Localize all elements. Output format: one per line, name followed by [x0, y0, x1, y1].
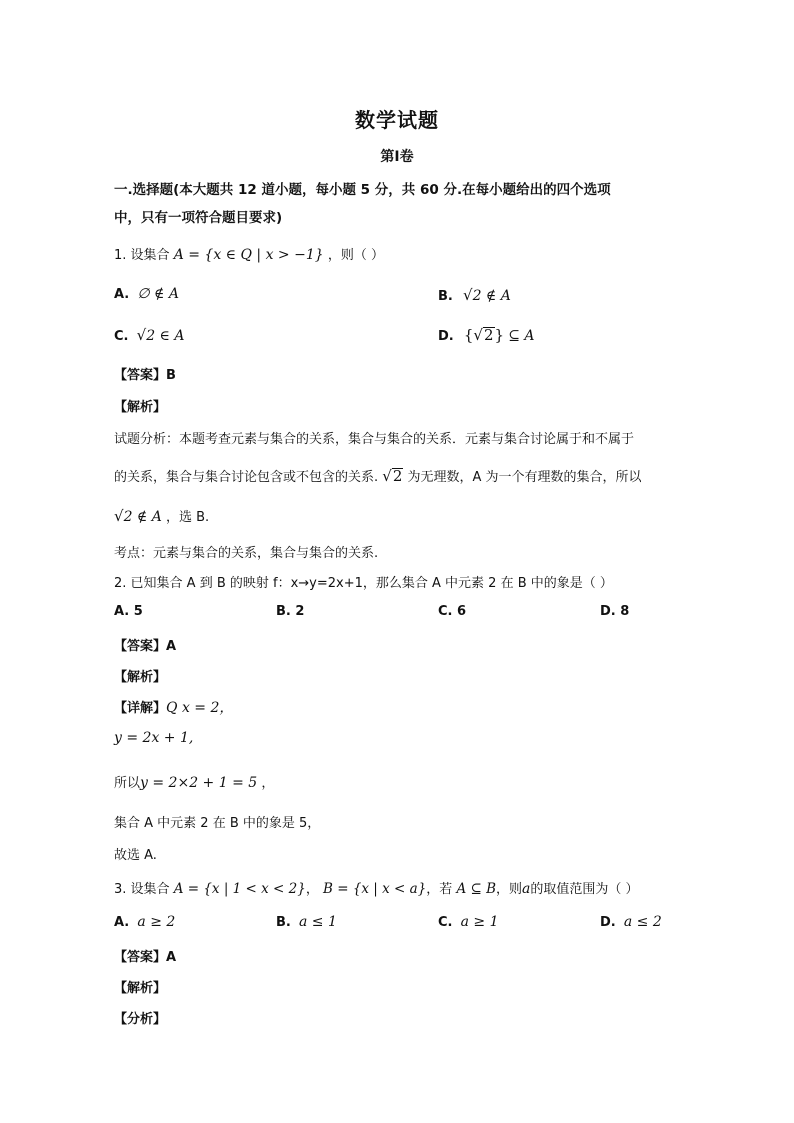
section-heading-line2: 中，只有一项符合题目要求) [114, 210, 283, 226]
q2-option-c: C. 6 [438, 604, 467, 619]
q1-option-d-math: ⊆ A [508, 328, 535, 344]
q2-option-a: A. 5 [114, 604, 143, 619]
section-heading-line1: 一.选择题(本大题共 12 道小题，每小题 5 分，共 60 分.在每小题给出的四个选项 [114, 182, 611, 198]
q1-analysis-line2 [114, 466, 642, 485]
q2-detail3-suffix: ， [261, 776, 275, 791]
q3-option-a [114, 914, 175, 930]
q1-answer-tag: 【答案】 [114, 368, 167, 383]
q1-analysis-line1: 试题分析：本题考查元素与集合的关系，集合与集合的关系．元素与集合讨论属于和不属于 [114, 432, 635, 447]
q3-analysis-tag: 【解析】 [114, 981, 167, 996]
q3-fenxi-tag: 【分析】 [114, 1012, 167, 1027]
q1-option-b [438, 286, 511, 304]
q3-var: a [522, 881, 531, 897]
q3-option-d [600, 914, 662, 930]
q3-option-d-label: D. [600, 915, 616, 930]
question-2-stem: 2. 已知集合 A 到 B 的映射 f：x→y=2x+1，那么集合 A 中元素 2 在 B 中的象是（ ） [114, 576, 613, 591]
q3-setA: A = {x | 1 < x < 2} [173, 881, 306, 897]
q3-mid: ， [305, 882, 319, 897]
q1-option-c-label: C. [114, 329, 129, 344]
q3-option-a-math: a ≥ 2 [137, 914, 176, 930]
page-title: 数学试题 [355, 108, 439, 132]
q3-option-b-label: B. [276, 915, 291, 930]
q3-answer [114, 946, 176, 965]
q1-analysis-line3 [114, 506, 209, 525]
q1-kaodian: 考点：元素与集合的关系，集合与集合的关系. [114, 546, 379, 561]
q3-option-d-math: a ≤ 2 [623, 914, 662, 930]
q1-option-c-math: 2 ∈ A [146, 328, 185, 344]
q2-detail3-prefix: 所以 [114, 776, 141, 791]
question-3-stem [114, 878, 639, 897]
q1-analysis-line3-math: 2 ∉ A [123, 509, 162, 525]
q2-detail3-math: y = 2×2 + 1 = 5 [140, 775, 258, 791]
q1-option-c-radical-sign: √ [136, 326, 147, 344]
q2-detail-line1 [114, 697, 233, 717]
q1-analysis-sqrt2: √2 [382, 467, 403, 485]
q3-option-c [438, 914, 499, 930]
q1-analysis-radical-sign: √ [114, 507, 124, 525]
q3-option-c-label: C. [438, 915, 453, 930]
q3-option-a-label: A. [114, 915, 130, 930]
q2-detail-line2: y = 2x + 1, [114, 730, 194, 746]
q1-option-d-set-sqrt2: {√2} [463, 326, 505, 344]
q1-analysis-line2a: 的关系，集合与集合讨论包含或不包含的关系. [114, 470, 379, 485]
q3-then: ，则 [496, 882, 523, 897]
q1-analysis-line2b: 为无理数，A 为一个有理数的集合，所以 [407, 470, 642, 485]
q2-answer-value: A [166, 639, 177, 654]
q3-subset: A ⊆ B [456, 881, 497, 897]
q3-option-c-math: a ≥ 1 [460, 914, 499, 930]
q3-answer-value: A [166, 950, 177, 965]
q1-option-a [114, 286, 179, 302]
q3-suffix: 的取值范围为（ ） [530, 882, 639, 897]
q2-detail-line5: 故选 A. [114, 848, 157, 863]
q1-analysis-tag: 【解析】 [114, 400, 167, 415]
q1-option-c [114, 326, 184, 344]
q1-answer-value: B [166, 368, 176, 383]
q2-answer-tag: 【答案】 [114, 639, 167, 654]
q1-option-b-math: 2 ∉ A [472, 288, 511, 304]
q2-option-b: B. 2 [276, 604, 305, 619]
q1-option-b-radical-sign: √ [463, 286, 473, 304]
q2-option-d: D. 8 [600, 604, 630, 619]
q1-option-b-label: B. [438, 289, 453, 304]
q1-prefix: 1. 设集合 [114, 248, 170, 263]
q1-option-d-label: D. [438, 329, 454, 344]
q3-cond: ，若 [426, 882, 453, 897]
q1-option-a-label: A. [114, 287, 130, 302]
q2-detail1-math: Q x = 2， [166, 700, 234, 716]
q2-analysis-tag: 【解析】 [114, 670, 167, 685]
q3-option-b-math: a ≤ 1 [299, 914, 337, 930]
q3-answer-tag: 【答案】 [114, 950, 167, 965]
q1-set-math: A = {x ∈ Q | x > −1} [173, 247, 324, 263]
q1-suffix: ，则（ ） [327, 248, 384, 263]
page-subtitle: 第Ⅰ卷 [380, 149, 414, 165]
q2-answer [114, 635, 176, 654]
q1-answer [114, 364, 176, 383]
q2-detail-line4: 集合 A 中元素 2 在 B 中的象是 5， [114, 816, 321, 831]
q3-prefix: 3. 设集合 [114, 882, 170, 897]
q2-detail-line3 [114, 772, 274, 791]
q3-option-b [276, 914, 337, 930]
q1-option-d [438, 326, 535, 344]
q1-option-a-math: ∅ ∉ A [137, 286, 179, 302]
question-1-stem [114, 244, 384, 263]
q3-setB: B = {x | x < a} [323, 881, 427, 897]
q1-analysis-line3b: ，选 B. [165, 510, 210, 525]
q2-detail-tag: 【详解】 [114, 701, 167, 716]
